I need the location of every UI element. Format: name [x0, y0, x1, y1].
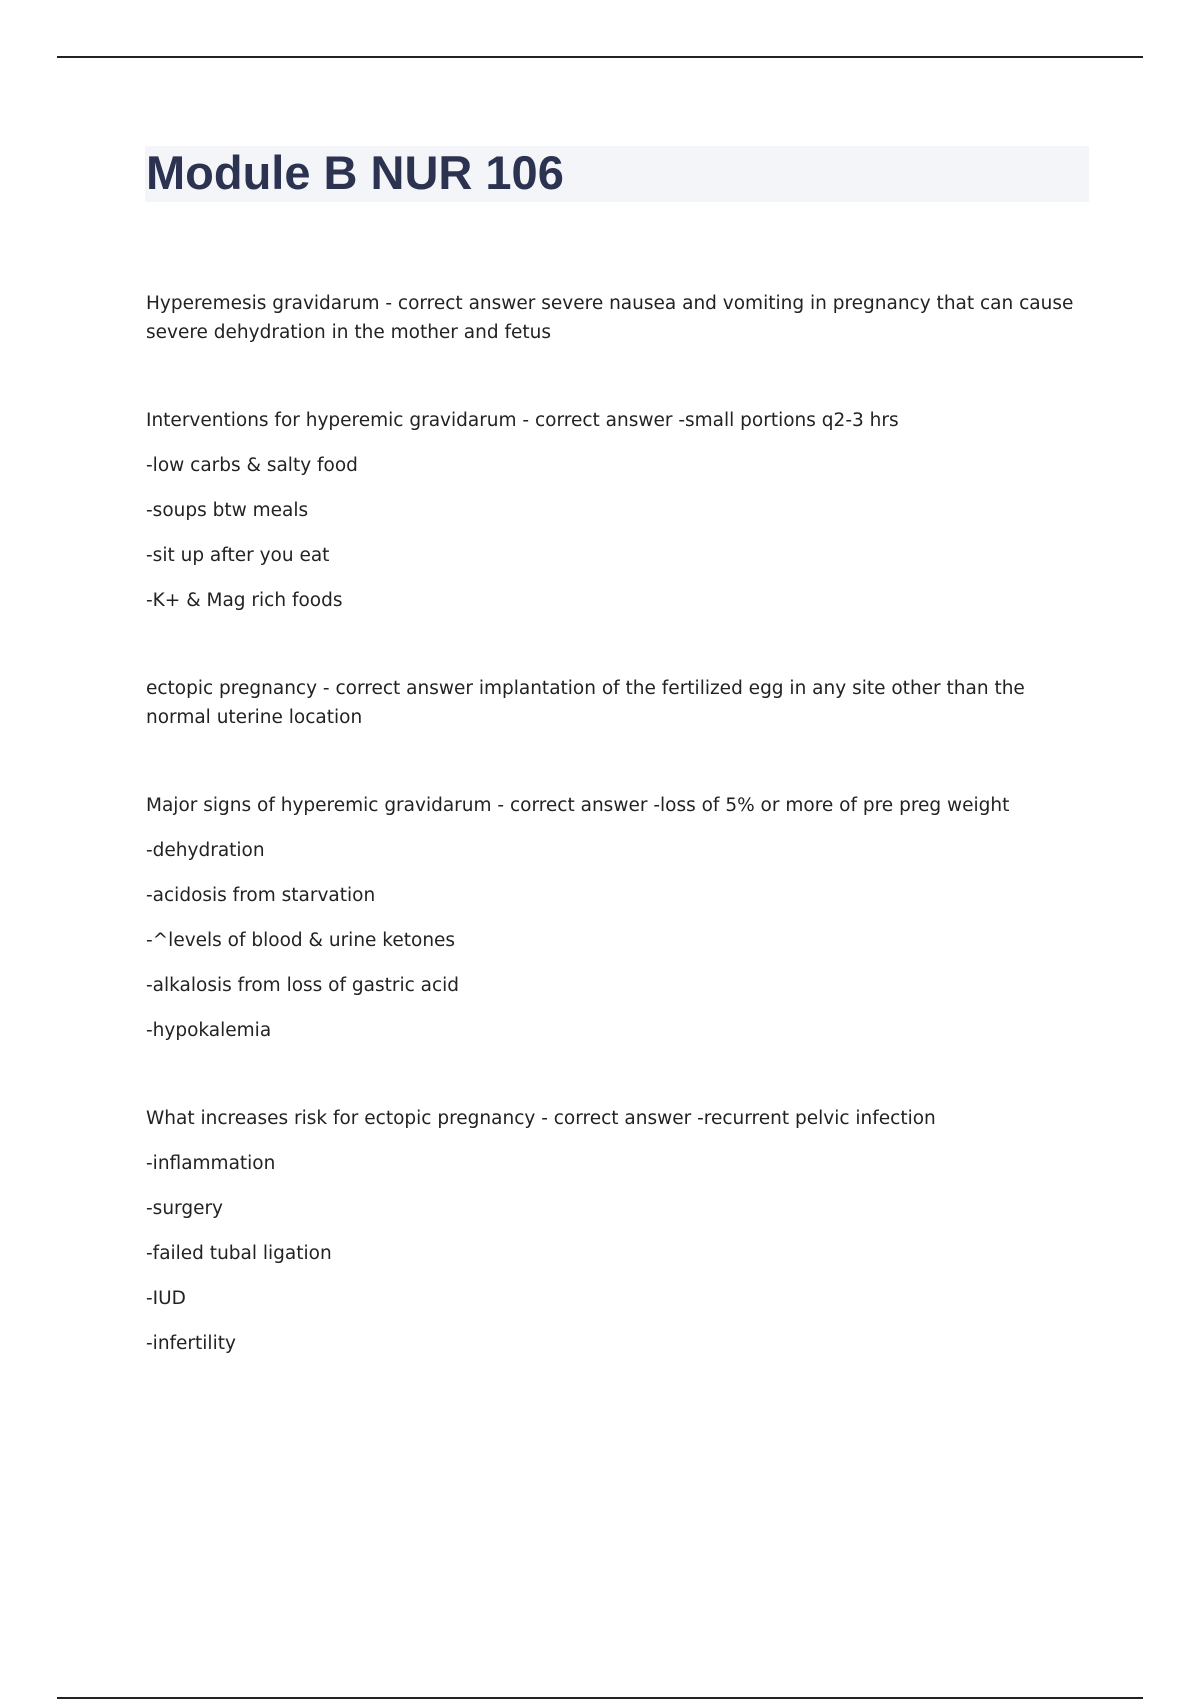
entry-ectopic-risk — [146, 1104, 1076, 1358]
entry-text: Hyperemesis gravidarum - correct answer severe nausea and vomiting in pregnancy that can cause severe dehydration in the mother and fetus — [146, 293, 1074, 343]
entry-ectopic-definition — [146, 674, 1076, 732]
list-item: -inflammation — [146, 1153, 276, 1174]
list-item: -IUD — [146, 1288, 186, 1309]
list-item: -sit up after you eat — [146, 545, 330, 566]
document-body — [146, 289, 1076, 1417]
entry-interventions — [146, 406, 1076, 615]
entry-text: Major signs of hyperemic gravidarum - correct answer -loss of 5% or more of pre preg weight — [146, 795, 1010, 816]
list-item: -low carbs & salty food — [146, 455, 358, 476]
entry-text: Interventions for hyperemic gravidarum - correct answer -small portions q2-3 hrs — [146, 410, 899, 431]
entry-hyperemesis-definition — [146, 289, 1076, 347]
list-item: -infertility — [146, 1333, 236, 1354]
list-item: -hypokalemia — [146, 1020, 272, 1041]
entry-major-signs — [146, 791, 1076, 1045]
list-item: -dehydration — [146, 840, 265, 861]
entry-text: ectopic pregnancy - correct answer implantation of the fertilized egg in any site other than the normal uterine location — [146, 678, 1025, 728]
list-item: -^levels of blood & urine ketones — [146, 930, 456, 951]
list-item: -failed tubal ligation — [146, 1243, 332, 1264]
bottom-rule — [57, 1697, 1143, 1699]
list-item: -acidosis from starvation — [146, 885, 376, 906]
list-item: -K+ & Mag rich foods — [146, 590, 343, 611]
list-item: -surgery — [146, 1198, 223, 1219]
top-rule — [57, 56, 1143, 58]
list-item: -alkalosis from loss of gastric acid — [146, 975, 460, 996]
list-item: -soups btw meals — [146, 500, 309, 521]
page-title: Module B NUR 106 — [146, 146, 564, 199]
entry-text: What increases risk for ectopic pregnancy - correct answer -recurrent pelvic infection — [146, 1108, 936, 1129]
